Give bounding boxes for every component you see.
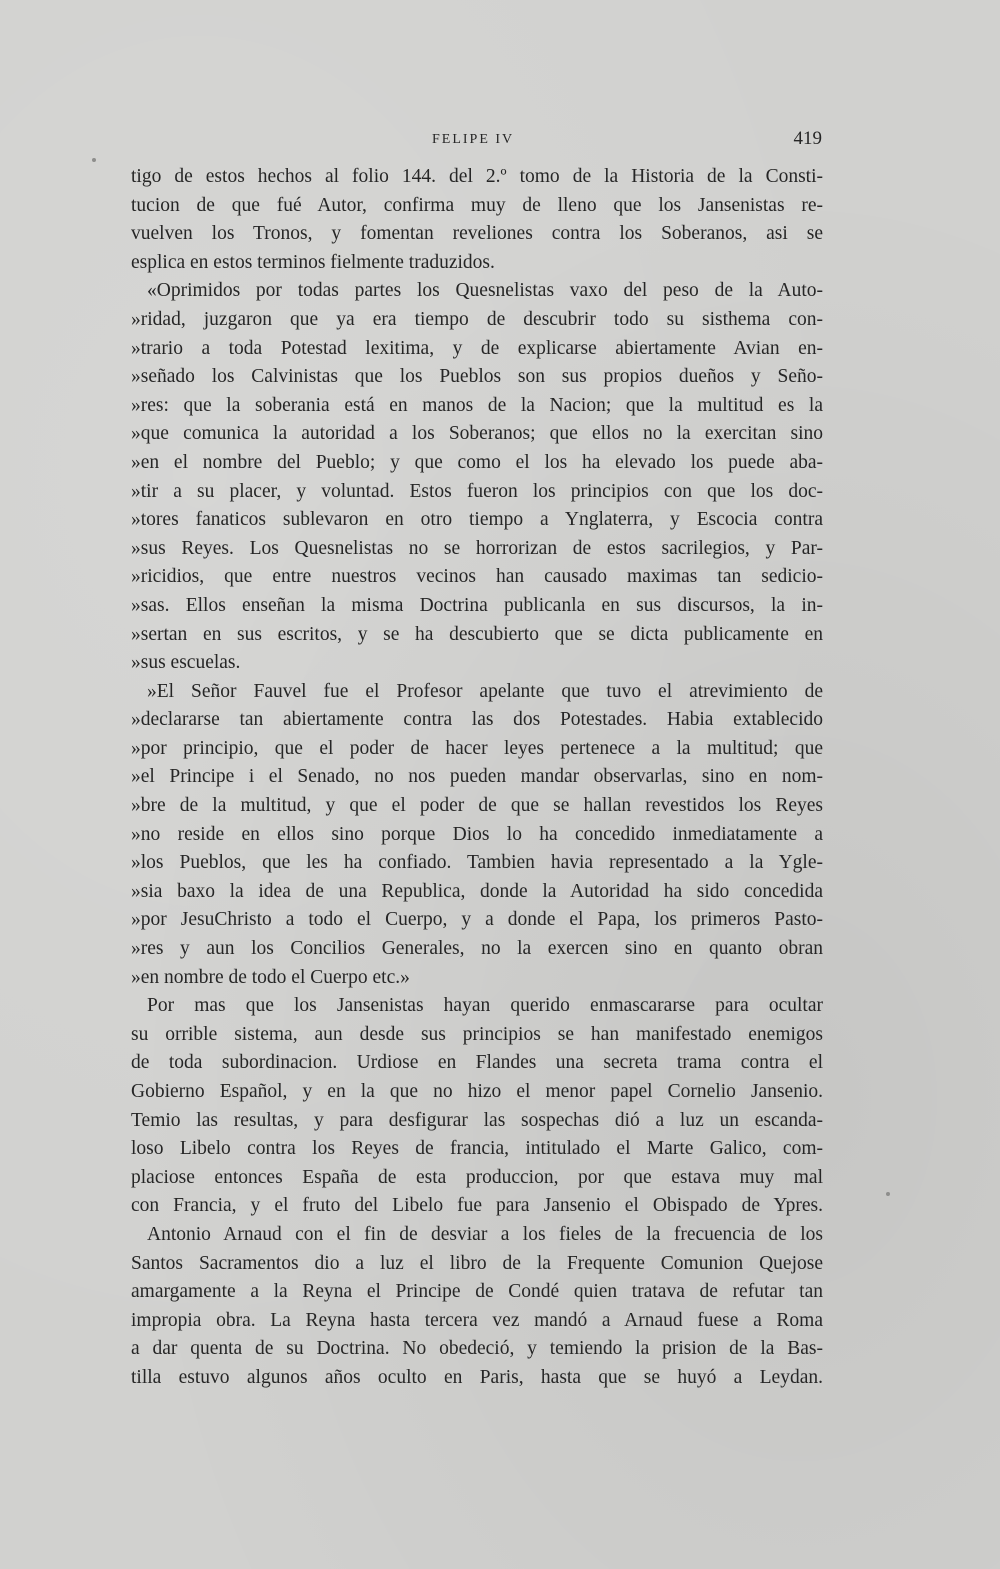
running-title: FELIPE IV — [432, 132, 515, 147]
text-line: »los Pueblos, que les ha confiado. Tambien havia representado a la Ygle- — [131, 852, 823, 874]
text-line: »que comunica la autoridad a los Soberanos; que ellos no la exercitan sino — [131, 423, 823, 445]
text-line: »no reside en ellos sino porque Dios lo ha concedido inmediatamente a — [131, 823, 823, 845]
text-line: Temio las resultas, y para desfigurar las sospechas dió a luz un escanda- — [131, 1109, 823, 1131]
text-line: »por JesuChristo a todo el Cuerpo, y a donde el Papa, los primeros Pasto- — [131, 909, 823, 931]
text-line: con Francia, y el fruto del Libelo fue para Jansenio el Obispado de Ypres. — [131, 1195, 823, 1217]
text-line: placiose entonces España de esta produccion, por que estava muy mal — [131, 1166, 823, 1188]
body-text — [131, 163, 823, 1393]
text-line: loso Libelo contra los Reyes de francia, intitulado el Marte Galico, com- — [131, 1138, 823, 1160]
text-line: su orrible sistema, aun desde sus principios se han manifestado enemigos — [131, 1023, 823, 1045]
paper-speck — [886, 1192, 890, 1196]
text-line: tilla estuvo algunos años oculto en Paris, hasta que se huyó a Leydan. — [131, 1366, 823, 1388]
running-head — [132, 124, 822, 154]
text-line: »ridad, juzgaron que ya era tiempo de descubrir todo su sisthema con- — [131, 308, 823, 330]
text-line: »sus Reyes. Los Quesnelistas no se horrorizan de estos sacrilegios, y Par- — [131, 537, 823, 559]
text-line: amargamente a la Reyna el Principe de Condé quien tratava de refutar tan — [131, 1281, 823, 1303]
text-line: »tir a su placer, y voluntad. Estos fueron los principios con que los doc- — [131, 480, 823, 502]
paper-speck — [92, 158, 96, 162]
text-line: Santos Sacramentos dio a luz el libro de la Frequente Comunion Quejose — [131, 1252, 823, 1274]
text-line: »sus escuelas. — [131, 652, 241, 674]
text-line: »res: que la soberania está en manos de la Nacion; que la multitud es la — [131, 394, 823, 416]
text-line: »ricidios, que entre nuestros vecinos han causado maximas tan sedicio- — [131, 566, 823, 588]
text-line: a dar quenta de su Doctrina. No obedeció, y temiendo la prision de la Bas- — [131, 1338, 823, 1360]
page-number: 419 — [793, 128, 822, 149]
text-line: tucion de que fué Autor, confirma muy de lleno que los Jansenistas re- — [131, 194, 823, 216]
text-line: esplica en estos terminos fielmente traduzidos. — [131, 251, 495, 273]
text-line: »el Principe i el Senado, no nos pueden mandar observarlas, sino en nom- — [131, 766, 823, 788]
text-line: vuelven los Tronos, y fomentan reveliones contra los Soberanos, asi se — [131, 223, 823, 245]
text-line: »bre de la multitud, y que el poder de que se hallan revestidos los Reyes — [131, 795, 823, 817]
text-line: »sia baxo la idea de una Republica, donde la Autoridad ha sido concedida — [131, 880, 823, 902]
text-line: «Oprimidos por todas partes los Quesnelistas vaxo del peso de la Auto- — [147, 280, 823, 302]
text-line: Antonio Arnaud con el fin de desviar a los fieles de la frecuencia de los — [147, 1223, 823, 1245]
text-line: »por principio, que el poder de hacer leyes pertenece a la multitud; que — [131, 737, 823, 759]
text-line: »trario a toda Potestad lexitima, y de explicarse abiertamente Avian en- — [131, 337, 823, 359]
text-line: »tores fanaticos sublevaron en otro tiempo a Ynglaterra, y Escocia contra — [131, 509, 823, 531]
text-line: »declararse tan abiertamente contra las dos Potestades. Habia extablecido — [131, 709, 823, 731]
text-line: de toda subordinacion. Urdiose en Flandes una secreta trama contra el — [131, 1052, 823, 1074]
text-line: Por mas que los Jansenistas hayan querido enmascararse para ocultar — [147, 995, 823, 1017]
text-line: »El Señor Fauvel fue el Profesor apelante que tuvo el atrevimiento de — [147, 680, 823, 702]
text-line: Gobierno Español, y en la que no hizo el menor papel Cornelio Jansenio. — [131, 1081, 823, 1102]
text-line: »sas. Ellos enseñan la misma Doctrina publicanla en sus discursos, la in- — [131, 594, 823, 616]
text-line: impropia obra. La Reyna hasta tercera vez mandó a Arnaud fuese a Roma — [131, 1309, 823, 1331]
text-line: tigo de estos hechos al folio 144. del 2.º tomo de la Historia de la Consti- — [131, 166, 823, 187]
text-line: »señado los Calvinistas que los Pueblos son sus propios dueños y Seño- — [131, 366, 823, 388]
text-line: »en el nombre del Pueblo; y que como el los ha elevado los puede aba- — [131, 451, 823, 473]
text-line: »en nombre de todo el Cuerpo etc.» — [131, 966, 410, 988]
text-line: »sertan en sus escritos, y se ha descubierto que se dicta publicamente en — [131, 623, 823, 645]
text-line: »res y aun los Concilios Generales, no la exercen sino en quanto obran — [131, 938, 823, 960]
